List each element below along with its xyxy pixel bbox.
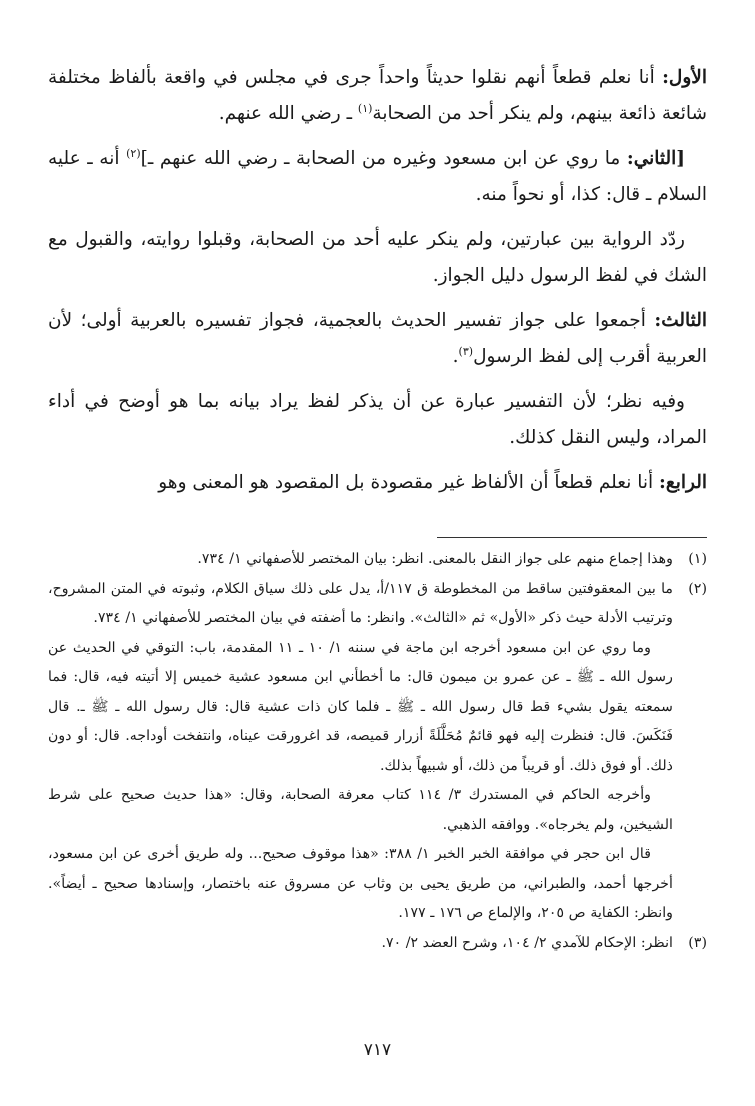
paragraph-commentary: ردّد الرواية بين عبارتين، ولم ينكر عليه أحد من الصحابة، وقبلوا روايته، والقبول مع الشك في لفظ الرسول دليل الجواز. (48, 229, 707, 286)
footnotes (48, 545, 707, 958)
footnote-1: (١) وهذا إجماع منهم على جواز النقل بالمعنى. انظر: بيان المختصر للأصفهاني ١/ ٧٣٤. (48, 545, 707, 575)
footnote-ref[interactable]: (١) (357, 101, 373, 115)
footnote-ref[interactable]: (٢) (126, 146, 141, 160)
footnote-2-paragraph: وأخرجه الحاكم في المستدرك ٣/ ١١٤ كتاب معرفة الصحابة، وقال: «هذا حديث صحيح على شرط الشيخين، ولم يخرجاه». ووافقه الذهبي. (48, 787, 673, 833)
main-text (48, 60, 707, 510)
argument-label: الرابع: (659, 472, 707, 493)
argument-label: [الثاني: (626, 148, 686, 169)
footnote-3: (٣) انظر: الإحكام للآمدي ٢/ ١٠٤، وشرح العضد ٢/ ٧٠. (48, 929, 707, 959)
footnote-ref[interactable]: (٣) (458, 344, 474, 358)
footnote-number: (٢) (688, 580, 707, 597)
footnote-number: (١) (688, 551, 707, 567)
footnote-number: (٣) (688, 934, 707, 951)
page-number: ٧١٧ (363, 1040, 392, 1060)
argument-label: الأول: (662, 67, 707, 88)
footnote-divider (437, 537, 707, 538)
paragraph-fourth-argument: الرابع: أنا نعلم قطعاً أن الألفاظ غير مقصودة بل المقصود هو المعنى وهو (158, 472, 707, 493)
paragraph-objection: وفيه نظر؛ لأن التفسير عبارة عن أن يذكر لفظ يراد بيانه بما هو أوضح في أداء المراد، وليس النقل كذلك. (48, 391, 707, 448)
argument-label: الثالث: (654, 310, 707, 331)
footnote-2-paragraph: قال ابن حجر في موافقة الخبر الخبر ١/ ٣٨٨: «هذا موقوف صحيح... وله طريق أخرى عن ابن مسعود، أخرجها أحمد، والطبراني، من طريق يحيى بن وثاب عن مسروق عنه باختصار، وإسنادها صحيح ـ أيضاً». وانظر: الكفاية ص ٢٠٥، والإلماع ص ١٧٦ ـ ١٧٧. (48, 846, 673, 921)
footnote-2-paragraph: وما روي عن ابن مسعود أخرجه ابن ماجة في سننه ١/ ١٠ ـ ١١ المقدمة، باب: التوقي في الحديث عن رسول الله ـ ﷺ ـ عن عمرو بن ميمون قال: ما أخطأني ابن مسعود عشية خميس إلا أتيته فيه، قال: فما سمعته يقول بشيء قط قال رسول الله ـ ﷺ ـ فلما كان ذات عشية قال: قال رسول الله ـ ﷺ ـ. قال فَنَكَسَ. قال: فنظرت إليه فهو قائمٌ مُحَلَّلَةً أزرار قميصه، قد اغرورقت عيناه، وانتفخت أوداجه. قال: أو دون ذلك. أو فوق ذلك. أو قريباً من ذلك، أو شبيهاً بذلك. (48, 639, 673, 774)
paragraph-first-argument: الأول: أنا نعلم قطعاً أنهم نقلوا حديثاً واحداً جرى في مجلس في واقعة بألفاظ مختلفة شائعة ذائعة بينهم، ولم ينكر أحد من الصحابة$^{(١)}$ ـ رضي الله عنهم. (48, 67, 707, 124)
paragraph-third-argument: الثالث: أجمعوا على جواز تفسير الحديث بالعجمية، فجواز تفسيره بالعربية أولى؛ لأن العربية أقرب إلى لفظ الرسول$^{(٣)}$. (48, 310, 707, 367)
footnote-2: (٢) ما بين المعقوفتين ساقط من المخطوطة ق ١١٧/أ، يدل على ذلك سياق الكلام، وثبوته في المتن المشروح، وترتيب الأدلة حيث ذكر «الأول» ثم «الثالث». وانظر: ما أضفته في بيان المختصر للأصفهاني ١/ ٧٣٤. (48, 575, 707, 634)
paragraph-second-argument: [الثاني: ما روي عن ابن مسعود وغيره من الصحابة ـ رضي الله عنهم ـ]$^{(٢)}$ أنه ـ عليه السلام ـ قال: كذا، أو نحواً منه. (48, 146, 707, 205)
